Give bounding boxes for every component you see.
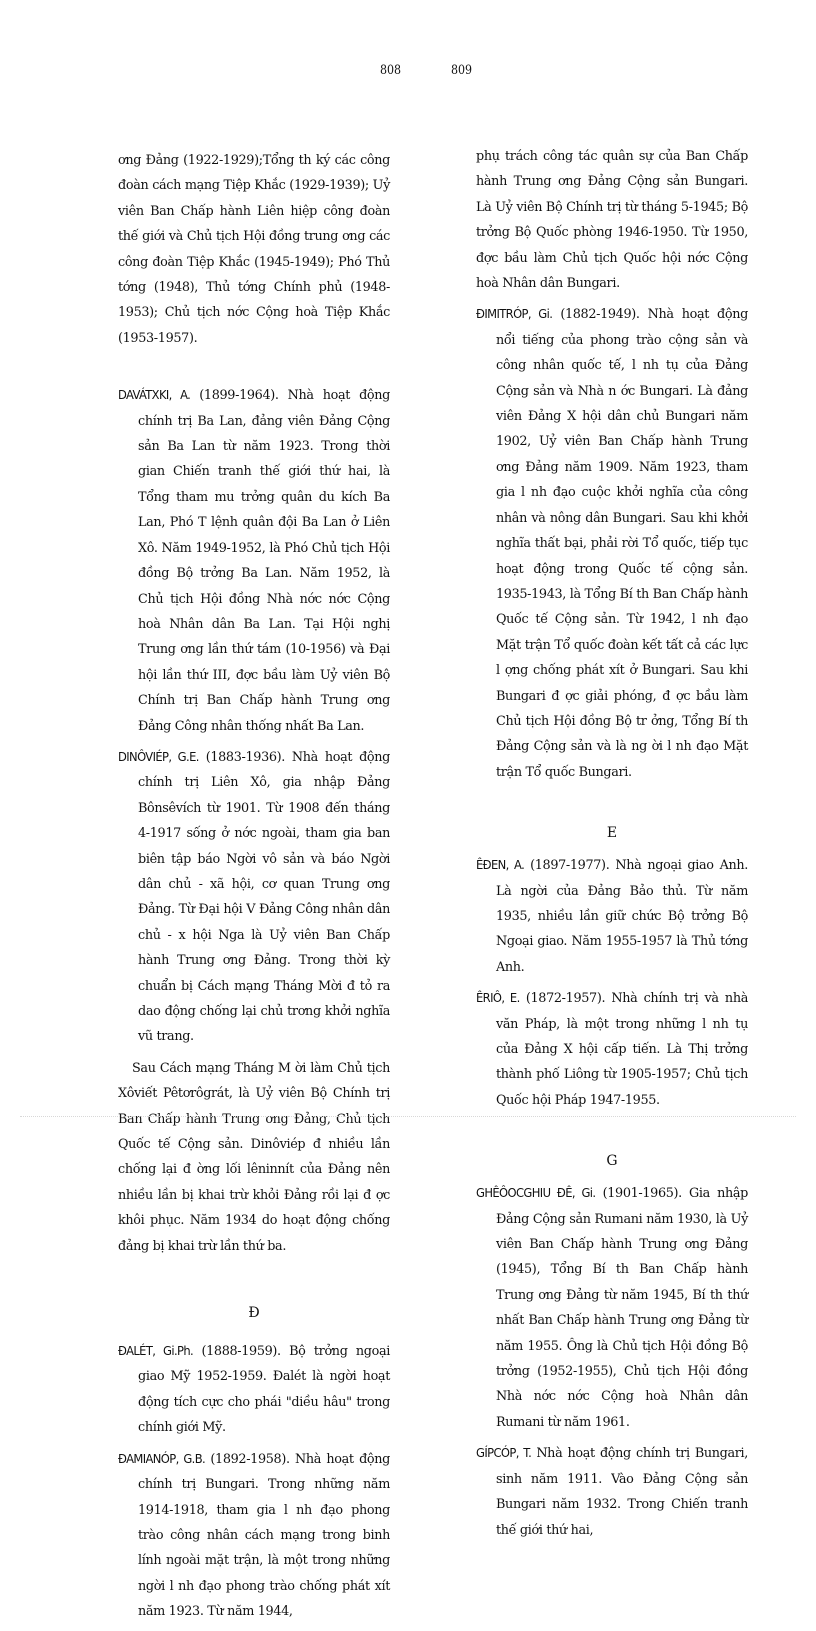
entry-gheocghiu-de bbox=[476, 1181, 748, 1435]
entry-body: (1901-1965). Gia nhập Đảng Cộng sản Rumani năm 1930, là Uỷ viên Ban Chấp hành Trung ơng Đảng (1945), Tổng Bí th Ban Chấp hành Trung ơng Đảng từ năm 1945, Bí th thứ nhất Ban Chấp hành Trung ơng Đảng từ năm 1955. Ông là Chủ tịch Hội đồng Bộ trởng (1952-1955), Chủ tịch Hội đồng Nhà nớc nớc Cộng hoà Nhân dân Rumani từ năm 1961. bbox=[496, 1186, 748, 1430]
entry-body: (1872-1957). Nhà chính trị và nhà văn Pháp, là một trong những l nh tụ của Đảng X hội cấp tiến. Là Thị trởng thành phố Liông từ 1905-1957; Chủ tịch Quốc hội Pháp 1947-1955. bbox=[496, 991, 748, 1108]
entry-body: (1883-1936). Nhà hoạt động chính trị Liên Xô, gia nhập Đảng Bônsêvích từ 1901. Từ 1908 đến tháng 4-1917 sống ở nớc ngoài, tham gia ban biên tập báo Ngời vô sản và báo Ngời dân chủ - xã hội, cơ quan Trung ơng Đảng. Từ Đại hội V Đảng Công nhân dân chủ - x hội Nga là Uỷ viên Ban Chấp hành Trung ơng Đảng. Trong thời kỳ chuẩn bị Cách mạng Tháng Mời đ tỏ ra dao động chống lại chủ trơng khởi nghĩa vũ trang. bbox=[138, 749, 390, 1045]
page-number-left: 808 bbox=[380, 63, 402, 78]
entry-headword: ÊRIÔ, E. bbox=[476, 991, 520, 1007]
entry-body: (1899-1964). Nhà hoạt động chính trị Ba Lan, đảng viên Đảng Cộng sản Ba Lan từ năm 1923. Trong thời gian Chiến tranh thế giới thứ hai, là Tổng tham mu trởng quân du kích Ba Lan, Phó T lệnh quân đội Ba Lan ở Liên Xô. Năm 1949-1952, là Phó Chủ tịch Hội đồng Bộ trởng Ba Lan. Năm 1952, là Chủ tịch Hội đồng Nhà nớc nớc Cộng hoà Nhân dân Ba Lan. Tại Hội nghị Trung ơng lần thứ tám (10-1956) và Đại hội lần thứ III, đợc bầu làm Uỷ viên Bộ Chính trị Ban Chấp hành Trung ơng Đảng Công nhân thống nhất Ba Lan. bbox=[138, 388, 390, 734]
entry-headword: ĐIMITRÓP, Gi. bbox=[476, 307, 553, 323]
entry-continuation bbox=[118, 148, 390, 351]
entry-body: (1897-1977). Nhà ngoại giao Anh. Là ngời của Đảng Bảo thủ. Từ năm 1935, nhiều lần giữ chức Bộ trởng Bộ Ngoại giao. Năm 1955-1957 là Thủ tớng Anh. bbox=[496, 858, 748, 975]
entry-body: (1892-1958). Nhà hoạt động chính trị Bungari. Trong những năm 1914-1918, tham gia l nh đạo phong trào công nhân cách mạng trong binh lính ngoài mặt trận, là một trong những ngời l nh đạo phong trào chống phát xít năm 1923. Từ năm 1944, bbox=[138, 1451, 390, 1620]
entry-damianop bbox=[118, 1447, 390, 1625]
right-column bbox=[476, 144, 748, 1549]
entry-davatxki bbox=[118, 383, 390, 739]
entry-body: Nhà hoạt động chính trị Bungari, sinh năm 1911. Vào Đảng Cộng sản Bungari năm 1932. Trong Chiến tranh thế giới thứ hai, bbox=[496, 1446, 749, 1538]
entry-headword: GÍPCÓP, T. bbox=[476, 1446, 532, 1462]
entry-eden bbox=[476, 853, 748, 980]
entry-body: phụ trách công tác quân sự của Ban Chấp hành Trung ơng Đảng Cộng sản Bungari. Là Uỷ viên Bộ Chính trị từ tháng 5-1945; Bộ trởng Bộ Quốc phòng 1946-1950. Từ 1950, đợc bầu làm Chủ tịch Quốc hội nớc Cộng hoà Nhân dân Bungari. bbox=[476, 149, 748, 292]
entry-erio bbox=[476, 986, 748, 1113]
section-letter-g: G bbox=[606, 1153, 618, 1170]
entry-headword: ĐALÉT, Gi.Ph. bbox=[118, 1344, 194, 1360]
entry-headword: DINÔVIÉP, G.E. bbox=[118, 749, 199, 765]
entry-body: (1882-1949). Nhà hoạt động nổi tiếng của phong trào cộng sản và công nhân quốc tế, l nh tụ của Đảng Cộng sản và Nhà n ớc Bungari. Là đảng viên Đảng X hội dân chủ Bungari năm 1902, Uỷ viên Ban Chấp hành Trung ơng Đảng năm 1909. Năm 1923, tham gia l nh đạo cuộc khởi nghĩa của công nhân và nông dân Bungari. Sau khi khởi nghĩa thất bại, phải rời Tổ quốc, tiếp tục hoạt động trong Quốc tế cộng sản. 1935-1943, là Tổng Bí th Ban Chấp hành Quốc tế Cộng sản. Từ 1942, l nh đạo Mặt trận Tổ quốc đoàn kết tất cả các lực l ợng chống phát xít ở Bungari. Sau khi Bungari đ ợc giải phóng, đ ợc bầu làm Chủ tịch Hội đồng Bộ tr ởng, Tổng Bí th Đảng Cộng sản và là ng ời l nh đạo Mặt trận Tổ quốc Bungari. bbox=[496, 307, 748, 780]
left-column bbox=[118, 148, 390, 1631]
entry-dalet bbox=[118, 1339, 390, 1441]
section-letter-e: E bbox=[606, 825, 618, 842]
bottom-divider bbox=[20, 1116, 796, 1117]
section-letter-d: Đ bbox=[248, 1305, 260, 1322]
entry-headword: DAVÁTXKI, A. bbox=[118, 388, 191, 404]
entry-headword: ĐAMIANÓP, G.B. bbox=[118, 1451, 206, 1467]
entry-gipcop bbox=[476, 1441, 748, 1543]
entry-dinoviep-paragraph: Sau Cách mạng Tháng M ời làm Chủ tịch Xôviết Pêtơrôgrát, là Uỷ viên Bộ Chính trị Ban Chấp hành Trung ơng Đảng, Chủ tịch Quốc tế Cộng sản. Dinôviép đ nhiều lần chống lại đ ờng lối lêninnít của Đảng nên nhiều lần bị khai trừ khỏi Đảng rồi lại đ ợc khôi phục. Năm 1934 do hoạt động chống đảng bị khai trừ lần thứ ba. bbox=[118, 1060, 390, 1254]
entry-body: ơng Đảng (1922-1929);Tổng th ký các công đoàn cách mạng Tiệp Khắc (1929-1939); Uỷ viên Ban Chấp hành Liên hiệp công đoàn thế giới và Chủ tịch Hội đồng trung ơng các công đoàn Tiệp Khắc (1945-1949); Phó Thủ tớng (1948), Thủ tớng Chính phủ (1948-1953); Chủ tịch nớc Cộng hoà Tiệp Khắc (1953-1957). bbox=[118, 153, 390, 346]
page-number-right: 809 bbox=[451, 63, 473, 78]
entry-continuation bbox=[476, 144, 748, 296]
entry-dimitrop bbox=[476, 302, 748, 785]
entry-headword: GHÊÔOCGHIU ĐÊ, Gi. bbox=[476, 1186, 596, 1202]
entry-headword: ÊĐEN, A. bbox=[476, 858, 525, 874]
entry-body: (1888-1959). Bộ trởng ngoại giao Mỹ 1952-1959. Đalét là ngời hoạt động tích cực cho phái "diều hâu" trong chính giới Mỹ. bbox=[138, 1344, 390, 1436]
entry-dinoviep bbox=[118, 745, 390, 1050]
